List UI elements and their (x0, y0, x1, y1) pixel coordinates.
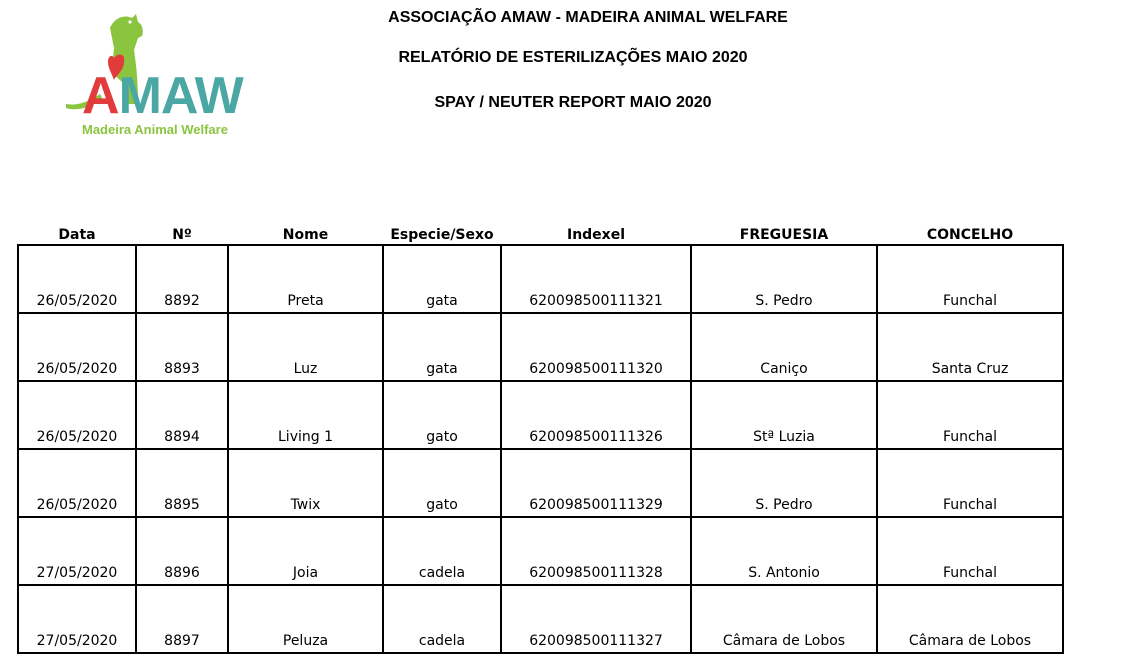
cell-date: 26/05/2020 (18, 245, 136, 313)
cell-municipality: Câmara de Lobos (877, 585, 1063, 653)
column-header-indexel: Indexel (501, 221, 691, 245)
cell-name: Joia (228, 517, 383, 585)
header-row (18, 221, 1063, 245)
cell-indexel: 620098500111328 (501, 517, 691, 585)
cell-parish: Stª Luzia (691, 381, 877, 449)
cell-date: 26/05/2020 (18, 381, 136, 449)
table-row (18, 245, 1063, 313)
cell-number: 8892 (136, 245, 228, 313)
cell-number: 8895 (136, 449, 228, 517)
cell-name: Luz (228, 313, 383, 381)
cell-indexel: 620098500111329 (501, 449, 691, 517)
column-header-date: Data (18, 221, 136, 245)
cell-species-sex: gato (383, 381, 501, 449)
column-header-number: Nº (136, 221, 228, 245)
cell-number: 8896 (136, 517, 228, 585)
cell-date: 26/05/2020 (18, 313, 136, 381)
table-row (18, 517, 1063, 585)
cell-indexel: 620098500111327 (501, 585, 691, 653)
column-header-species-sex: Especie/Sexo (383, 221, 501, 245)
logo-tagline: Madeira Animal Welfare (82, 122, 228, 137)
report-title: ASSOCIAÇÃO AMAW - MADEIRA ANIMAL WELFARE (388, 9, 788, 26)
cell-species-sex: cadela (383, 585, 501, 653)
table-body (18, 245, 1063, 653)
column-header-parish: FREGUESIA (691, 221, 877, 245)
sterilization-table (17, 221, 1064, 654)
cell-date: 26/05/2020 (18, 449, 136, 517)
cell-number: 8893 (136, 313, 228, 381)
cell-parish: S. Pedro (691, 449, 877, 517)
cell-parish: S. Antonio (691, 517, 877, 585)
logo-wordmark: AMAW (82, 67, 243, 125)
cell-indexel: 620098500111320 (501, 313, 691, 381)
cell-indexel: 620098500111326 (501, 381, 691, 449)
cell-date: 27/05/2020 (18, 585, 136, 653)
table-row (18, 313, 1063, 381)
cell-species-sex: gata (383, 245, 501, 313)
table-row (18, 381, 1063, 449)
report-subtitle-en: SPAY / NEUTER REPORT MAIO 2020 (434, 94, 712, 111)
cell-species-sex: cadela (383, 517, 501, 585)
cell-parish: S. Pedro (691, 245, 877, 313)
cell-parish: Caniço (691, 313, 877, 381)
cell-number: 8894 (136, 381, 228, 449)
column-header-municipality: CONCELHO (877, 221, 1063, 245)
cell-municipality: Funchal (877, 245, 1063, 313)
cell-name: Living 1 (228, 381, 383, 449)
cell-name: Peluza (228, 585, 383, 653)
cell-municipality: Funchal (877, 449, 1063, 517)
table-header (18, 221, 1063, 245)
table-row (18, 449, 1063, 517)
cell-municipality: Funchal (877, 517, 1063, 585)
amaw-logo (58, 8, 248, 140)
cell-indexel: 620098500111321 (501, 245, 691, 313)
column-header-name: Nome (228, 221, 383, 245)
cell-municipality: Funchal (877, 381, 1063, 449)
report-subtitle-pt: RELATÓRIO DE ESTERILIZAÇÕES MAIO 2020 (398, 49, 748, 66)
cell-number: 8897 (136, 585, 228, 653)
table-row (18, 585, 1063, 653)
cell-name: Twix (228, 449, 383, 517)
cell-species-sex: gato (383, 449, 501, 517)
cell-municipality: Santa Cruz (877, 313, 1063, 381)
cell-date: 27/05/2020 (18, 517, 136, 585)
cell-species-sex: gata (383, 313, 501, 381)
cell-name: Preta (228, 245, 383, 313)
cell-parish: Câmara de Lobos (691, 585, 877, 653)
